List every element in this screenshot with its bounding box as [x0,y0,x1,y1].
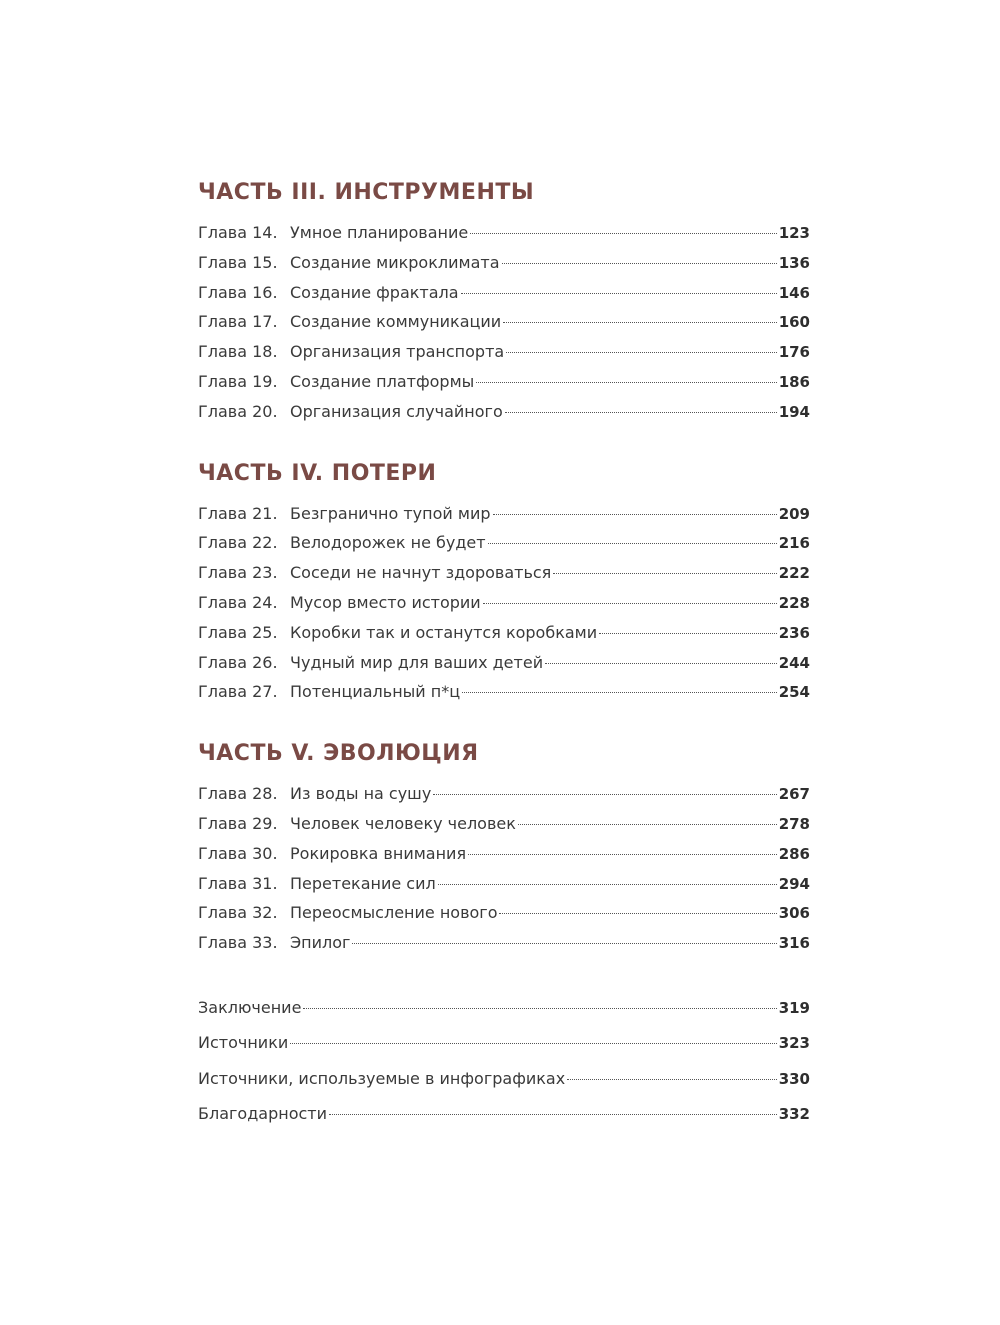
toc-entry[interactable] [198,809,810,839]
chapter-title: Рокировка внимания [290,843,467,863]
page-number: 123 [778,224,810,242]
dot-leader [476,382,776,383]
toc-entry[interactable] [198,648,810,678]
toc-entry[interactable] [198,898,810,928]
page-number: 228 [778,593,810,612]
dot-leader [468,854,777,855]
chapter-title: Создание фрактала [290,282,459,302]
toc-entry[interactable] [198,1096,810,1132]
dot-leader [545,663,777,664]
toc-entry[interactable] [198,278,810,308]
chapter-title: Безгранично тупой мир [290,503,491,523]
page-number: 286 [778,844,810,863]
dot-leader [506,352,776,353]
page-number: 278 [778,814,810,833]
chapter-title: Умное планирование [290,223,469,242]
toc-entry[interactable] [198,397,810,427]
page-number: 216 [778,534,810,553]
entry-title: Заключение [198,997,302,1017]
dot-leader [488,543,777,544]
chapter-title: Организация случайного [290,401,503,421]
chapter-number: Глава 29. [198,813,278,833]
chapter-title: Коробки так и останутся коробками [290,622,598,642]
page-number: 319 [778,998,810,1017]
toc-entry[interactable] [198,839,810,869]
chapter-title: Создание микроклимата [290,252,500,272]
chapter-number: Глава 30. [198,843,278,863]
part-title: ЧАСТЬ IV. ПОТЕРИ [198,460,437,486]
page-number: 136 [778,253,810,272]
entry-title: Источники, используемые в инфографиках [198,1068,566,1088]
page-number: 323 [778,1034,810,1053]
toc-part-5 [198,739,810,958]
chapter-number: Глава 22. [198,533,278,553]
toc-part-3 [198,178,810,427]
chapter-number: Глава 31. [198,873,278,893]
entry-title: Благодарности [198,1104,327,1124]
toc-entry[interactable] [198,1061,810,1097]
chapter-number: Глава 17. [198,312,278,332]
page-number: 294 [778,874,810,893]
toc-entry[interactable] [198,248,810,278]
page-number: 244 [778,653,810,672]
dot-leader [553,573,776,574]
page-number: 194 [778,402,810,421]
chapter-title: Переосмысление нового [290,903,498,923]
toc-entry[interactable] [198,618,810,648]
table-of-contents [198,178,810,1132]
chapter-title: Соседи не начнут здороваться [290,563,552,583]
chapter-title: Велодорожек не будет [290,533,486,553]
dot-leader [505,412,777,413]
chapter-number: Глава 24. [198,592,278,612]
dot-leader [470,233,776,234]
dot-leader [329,1114,777,1115]
dot-leader [438,884,777,885]
toc-entry[interactable] [198,307,810,337]
chapter-number: Глава 19. [198,371,278,391]
toc-entry[interactable] [198,1025,810,1061]
chapter-number: Глава 26. [198,652,278,672]
chapter-title: Перетекание сил [290,873,436,893]
page-number: 316 [778,934,810,953]
chapter-title: Потенциальный п*ц [290,682,461,702]
dot-leader [483,603,777,604]
dot-leader [499,913,776,914]
toc-entry[interactable] [198,990,810,1026]
toc-entry[interactable] [198,337,810,367]
page-number: 146 [778,283,810,302]
chapter-number: Глава 20. [198,401,278,421]
chapter-title: Чудный мир для ваших детей [290,652,544,672]
chapter-title: Создание платформы [290,371,475,391]
dot-leader [462,692,777,693]
chapter-number: Глава 15. [198,252,278,272]
dot-leader [599,633,777,634]
chapter-title: Эпилог [290,933,351,953]
toc-entry[interactable] [198,928,810,958]
entry-title: Источники [198,1033,289,1053]
toc-back-matter [198,990,810,1132]
part-title: ЧАСТЬ V. ЭВОЛЮЦИЯ [198,741,479,767]
dot-leader [290,1043,776,1044]
chapter-number: Глава 18. [198,342,278,362]
page-number: 160 [778,313,810,332]
page-number: 306 [778,904,810,923]
toc-entry[interactable] [198,499,810,529]
dot-leader [567,1079,776,1080]
chapter-number: Глава 25. [198,622,278,642]
dot-leader [303,1008,776,1009]
toc-entry[interactable] [198,677,810,707]
chapter-number: Глава 33. [198,933,278,953]
page-number: 209 [778,504,810,523]
toc-entry[interactable] [198,588,810,618]
dot-leader [433,794,776,795]
dot-leader [518,824,777,825]
toc-entry[interactable] [198,528,810,558]
toc-entry[interactable] [198,558,810,588]
dot-leader [493,514,777,515]
chapter-title: Создание коммуникации [290,312,502,332]
dot-leader [352,943,776,944]
chapter-title: Человек человеку человек [290,813,516,833]
dot-leader [502,263,777,264]
page-number: 332 [778,1105,810,1124]
chapter-number: Глава 21. [198,503,278,523]
chapter-number: Глава 28. [198,784,278,804]
page-number: 176 [778,343,810,362]
chapter-title: Мусор вместо истории [290,592,481,612]
chapter-number: Глава 27. [198,682,278,702]
toc-entry[interactable] [198,869,810,899]
dot-leader [503,322,776,323]
page-number: 236 [778,623,810,642]
part-title: ЧАСТЬ III. ИНСТРУМЕНТЫ [198,180,535,205]
chapter-number: Глава 23. [198,563,278,583]
toc-part-4 [198,459,810,708]
chapter-number: Глава 16. [198,282,278,302]
chapter-number: Глава 14. [198,223,278,242]
toc-entry[interactable] [198,218,810,248]
toc-entry[interactable] [198,367,810,397]
page-number: 186 [778,372,810,391]
chapter-title: Организация транспорта [290,342,505,362]
page-number: 222 [778,564,810,583]
toc-entry[interactable] [198,779,810,809]
chapter-number: Глава 32. [198,903,278,923]
page-number: 254 [778,683,810,702]
dot-leader [461,293,777,294]
page-number: 267 [778,785,810,804]
chapter-title: Из воды на сушу [290,784,432,804]
page-number: 330 [778,1069,810,1088]
